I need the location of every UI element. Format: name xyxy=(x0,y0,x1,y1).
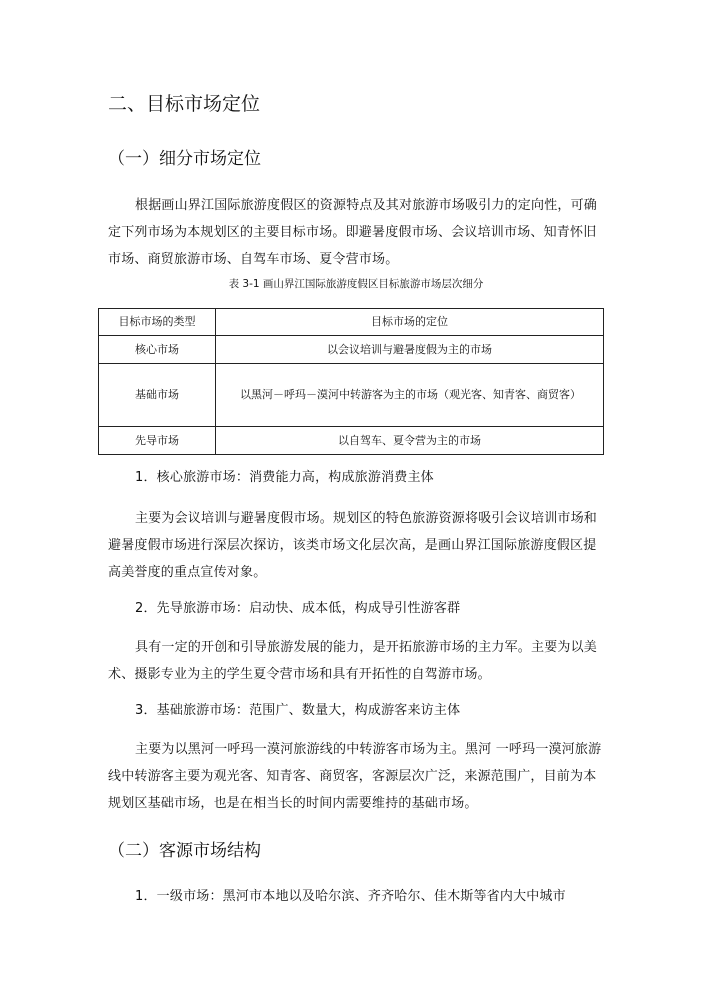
table-caption: 表 3-1 画山界江国际旅游度假区目标旅游市场层次细分 xyxy=(228,278,484,290)
table-cell-type: 核心市场 xyxy=(99,336,216,364)
section-title-segment-positioning: （一）细分市场定位 xyxy=(108,149,261,169)
table-header-cell: 目标市场的定位 xyxy=(216,309,604,336)
table-cell-position: 以自驾车、夏令营为主的市场 xyxy=(216,427,604,455)
chapter-heading: 二、目标市场定位 xyxy=(108,93,261,115)
section-title-source-market: （二）客源市场结构 xyxy=(108,841,261,861)
item-heading: 1．核心旅游市场：消费能力高，构成旅游消费主体 xyxy=(135,470,434,485)
table-header-row xyxy=(99,309,604,336)
item-heading: 1．一级市场：黑河市本地以及哈尔滨、齐齐哈尔、佳木斯等省内大中城市 xyxy=(135,889,566,904)
table-cell-type: 基础市场 xyxy=(99,364,216,427)
item-heading: 3．基础旅游市场：范围广、数量大，构成游客来访主体 xyxy=(135,703,461,718)
market-table xyxy=(98,308,604,455)
item-paragraph: 主要为会议培训与避暑度假市场。规划区的特色旅游资源将吸引会议培训市场和避暑度假市场进行深层次探访，该类市场文化层次高，是画山界江国际旅游度假区提高美誉度的重点宣传对象。 xyxy=(108,511,598,580)
item-paragraph: 具有一定的开创和引导旅游发展的能力，是开拓旅游市场的主力军。主要为以美术、摄影专业为主的学生夏令营市场和具有开拓性的自驾游市场。 xyxy=(108,640,598,682)
item-heading: 2．先导旅游市场：启动快、成本低，构成导引性游客群 xyxy=(135,601,461,616)
table-row xyxy=(99,427,604,455)
table-cell-type: 先导市场 xyxy=(99,427,216,455)
intro-paragraph: 根据画山界江国际旅游度假区的资源特点及其对旅游市场吸引力的定向性，可确定下列市场为本规划区的主要目标市场。即避暑度假市场、会议培训市场、知青怀旧市场、商贸旅游市场、自驾车市场、夏令营市场。 xyxy=(108,198,598,267)
item-paragraph: 主要为以黑河一呼玛一漠河旅游线的中转游客市场为主。黑河 一呼玛一漠河旅游线中转游客主要为观光客、知青客、商贸客，客源层次广泛，来源范围广，目前为本规划区基础市场，也是在相当长的时间内需要维持的基础市场。 xyxy=(108,742,602,811)
table-cell-position: 以黑河－呼玛－漠河中转游客为主的市场（观光客、知青客、商贸客） xyxy=(216,364,604,427)
table-row xyxy=(99,336,604,364)
table-header-cell: 目标市场的类型 xyxy=(99,309,216,336)
table-cell-position: 以会议培训与避暑度假为主的市场 xyxy=(216,336,604,364)
table-row xyxy=(99,364,604,427)
